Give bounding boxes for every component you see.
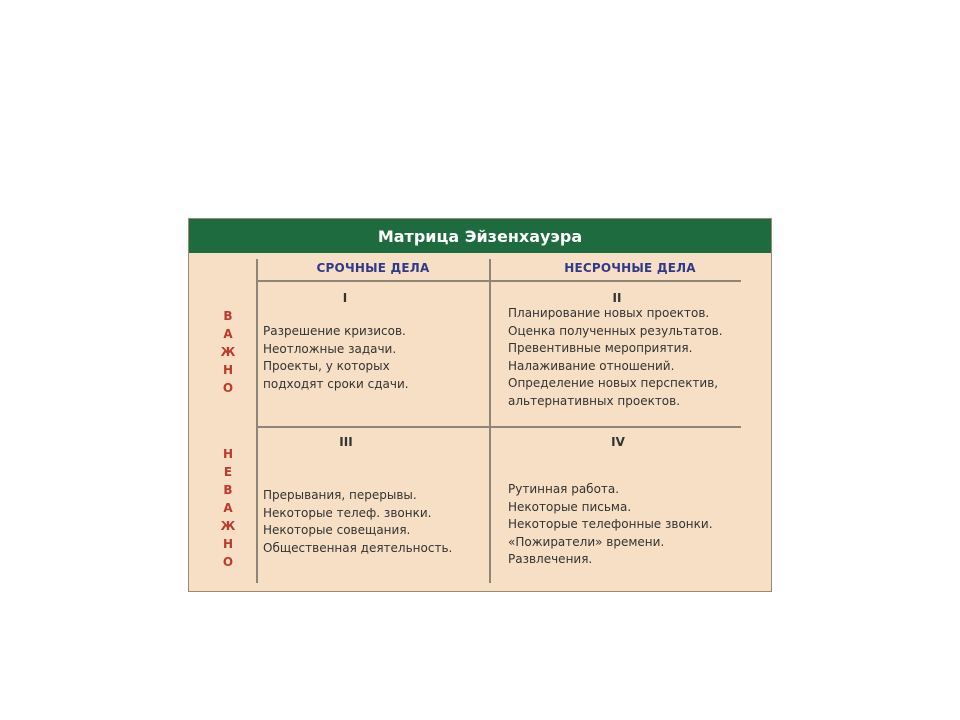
list-item: Налаживание отношений. [508,358,675,373]
row-label-not-important: Н Е В А Ж Н О [220,447,236,569]
list-item: Рутинная работа. [508,482,620,496]
quadrant-2-number: II [612,291,622,305]
list-item: «Пожиратели» времени. [508,534,665,549]
grid-divider-center [489,259,491,583]
list-item: Некоторые письма. [508,499,632,514]
quadrant-3-number: III [339,435,353,449]
list-item: Неотложные задачи. [263,341,397,356]
list-item: Оценка полученных результатов. [508,323,723,338]
list-item: Общественная деятельность. [263,540,453,555]
list-item: Проекты, у которых [263,359,390,373]
list-item: альтернативных проектов. [508,393,681,408]
list-item: Прерывания, перерывы. [263,488,417,502]
list-item: Некоторые совещания. [263,523,411,537]
col-header-urgent: СРОЧНЫЕ ДЕЛА [316,261,430,275]
list-item: Некоторые телефонные звонки. [508,517,713,531]
list-item: Разрешение кризисов. [263,324,406,338]
quadrant-1-list [263,323,409,393]
quadrant-2-list [508,305,723,410]
quadrant-1-number: I [342,291,348,305]
list-item: Развлечения. [508,552,593,566]
eisenhower-matrix [188,218,772,592]
grid-divider-middle [257,426,741,428]
col-header-not-urgent: НЕСРОЧНЫЕ ДЕЛА [564,261,696,275]
quadrant-3-list [263,487,452,557]
quadrant-4-number: IV [611,435,625,449]
grid-divider-header [257,280,741,282]
list-item: Определение новых перспектив, [508,376,719,390]
grid-divider-left [256,259,258,583]
list-item: подходят сроки сдачи. [263,376,409,391]
row-label-important: В А Ж Н О [220,309,236,395]
quadrant-4-list [508,481,713,569]
list-item: Превентивные мероприятия. [508,341,693,355]
matrix-title: Матрица Эйзенхауэра [189,219,771,253]
list-item: Некоторые телеф. звонки. [263,505,432,520]
list-item: Планирование новых проектов. [508,306,710,320]
